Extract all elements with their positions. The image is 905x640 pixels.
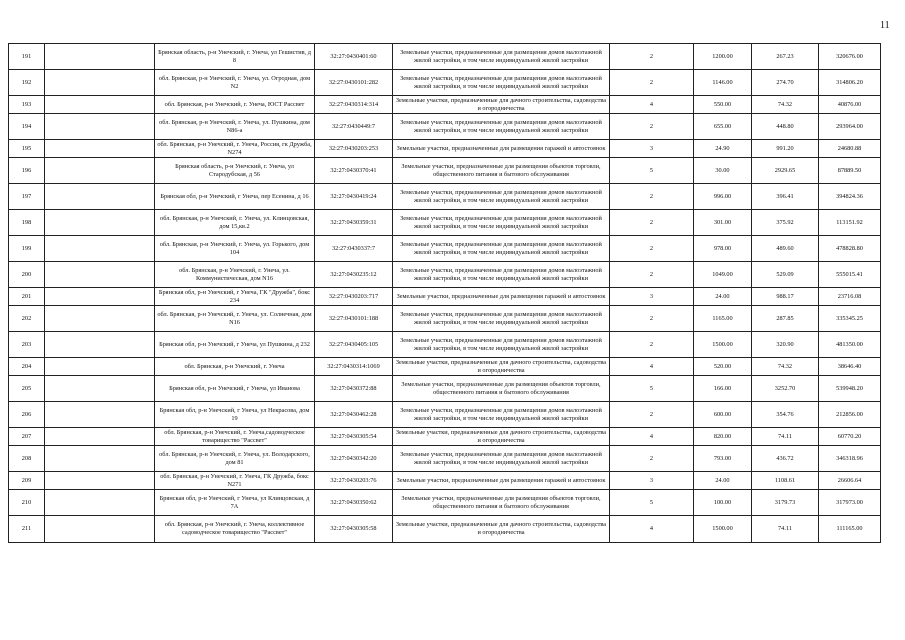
cadastral-number-cell: 32:27:0430101:282	[315, 70, 393, 96]
land-use-cell: Земельные участки, предназначенные для размещения домов малоэтажной жилой застройки, в том числе индивидуальной жилой застройки	[393, 332, 610, 358]
row-number: 199	[9, 236, 45, 262]
row-number: 193	[9, 96, 45, 114]
empty-cell	[45, 516, 155, 543]
row-number: 195	[9, 140, 45, 158]
row-number: 210	[9, 490, 45, 516]
table-row	[9, 184, 881, 210]
use-code-cell: 2	[610, 70, 694, 96]
specific-value-cell: 2929.65	[752, 158, 819, 184]
table-row	[9, 490, 881, 516]
land-use-cell: Земельные участки, предназначенные для размещения домов малоэтажной жилой застройки, в том числе индивидуальной жилой застройки	[393, 236, 610, 262]
address-cell: Брянская обл, р-н Унечский, г Унеча, ул Пушкина, д 232	[155, 332, 315, 358]
empty-cell	[45, 306, 155, 332]
specific-value-cell: 74.32	[752, 96, 819, 114]
table-row	[9, 262, 881, 288]
specific-value-cell: 529.09	[752, 262, 819, 288]
land-use-cell: Земельные участки, предназначенные для размещения гаражей и автостоянок	[393, 472, 610, 490]
use-code-cell: 4	[610, 428, 694, 446]
address-cell: Брянская область, р-н Унечский, г. Унеча, ул Гешистив, д 8	[155, 44, 315, 70]
address-cell: обл. Брянская, р-н Унечский, г. Унеча, ул. Коммунистическая, дом N16	[155, 262, 315, 288]
area-cell: 520.00	[694, 358, 752, 376]
table-row	[9, 306, 881, 332]
row-number: 194	[9, 114, 45, 140]
area-cell: 978.00	[694, 236, 752, 262]
cadastral-value-cell: 481350.00	[819, 332, 881, 358]
cadastral-value-cell: 113151.92	[819, 210, 881, 236]
specific-value-cell: 375.92	[752, 210, 819, 236]
row-number: 201	[9, 288, 45, 306]
cadastral-value-cell: 317973.00	[819, 490, 881, 516]
empty-cell	[45, 184, 155, 210]
cadastral-number-cell: 32:27:0430203:717	[315, 288, 393, 306]
area-cell: 1146.00	[694, 70, 752, 96]
cadastral-number-cell: 32:27:0430449:7	[315, 114, 393, 140]
land-use-cell: Земельные участки, предназначенные для размещения домов малоэтажной жилой застройки, в том числе индивидуальной жилой застройки	[393, 262, 610, 288]
land-use-cell: Земельные участки, предназначенные для размещения домов малоэтажной жилой застройки, в том числе индивидуальной жилой застройки	[393, 114, 610, 140]
specific-value-cell: 448.80	[752, 114, 819, 140]
cadastral-value-cell: 23716.08	[819, 288, 881, 306]
land-use-cell: Земельные участки, предназначенные для размещения домов малоэтажной жилой застройки, в том числе индивидуальной жилой застройки	[393, 70, 610, 96]
cadastral-value-cell: 111165.00	[819, 516, 881, 543]
cadastral-value-cell: 40876.00	[819, 96, 881, 114]
empty-cell	[45, 288, 155, 306]
address-cell: обл. Брянская, р-н Унечский, г. Унеча, ул. Володарского, дом 81	[155, 446, 315, 472]
row-number: 211	[9, 516, 45, 543]
cadastral-value-cell: 555015.41	[819, 262, 881, 288]
table-row	[9, 472, 881, 490]
table-row	[9, 376, 881, 402]
cadastral-value-cell: 346318.96	[819, 446, 881, 472]
use-code-cell: 3	[610, 140, 694, 158]
land-use-cell: Земельные участки, предназначенные для размещения объектов торговли, общественного питания и бытового обслуживания	[393, 490, 610, 516]
specific-value-cell: 396.41	[752, 184, 819, 210]
empty-cell	[45, 262, 155, 288]
cadastral-number-cell: 32:27:0430337:7	[315, 236, 393, 262]
land-use-cell: Земельные участки, предназначенные для размещения домов малоэтажной жилой застройки, в том числе индивидуальной жилой застройки	[393, 44, 610, 70]
cadastral-number-cell: 32:27:0430359:31	[315, 210, 393, 236]
use-code-cell: 2	[610, 306, 694, 332]
cadastral-value-cell: 394824.36	[819, 184, 881, 210]
use-code-cell: 3	[610, 288, 694, 306]
specific-value-cell: 988.17	[752, 288, 819, 306]
specific-value-cell: 991.20	[752, 140, 819, 158]
area-cell: 1165.00	[694, 306, 752, 332]
land-use-cell: Земельные участки, предназначенные для размещения объектов торговли, общественного питания и бытового обслуживания	[393, 158, 610, 184]
empty-cell	[45, 376, 155, 402]
area-cell: 550.00	[694, 96, 752, 114]
use-code-cell: 2	[610, 262, 694, 288]
empty-cell	[45, 358, 155, 376]
land-use-cell: Земельные участки, предназначенные для дачного строительства, садоводства и огородничества	[393, 96, 610, 114]
use-code-cell: 2	[610, 184, 694, 210]
area-cell: 655.00	[694, 114, 752, 140]
cadastral-number-cell: 32:27:0430101:188	[315, 306, 393, 332]
table-row	[9, 358, 881, 376]
specific-value-cell: 1108.61	[752, 472, 819, 490]
row-number: 191	[9, 44, 45, 70]
area-cell: 24.90	[694, 140, 752, 158]
address-cell: Брянская обл, р-н Унечский, г Унеча, ГК "Дружба", бокс 234	[155, 288, 315, 306]
specific-value-cell: 354.76	[752, 402, 819, 428]
table-row	[9, 158, 881, 184]
address-cell: обл. Брянская, р-н Унечский, г. Унеча, ул. Горького, дом 104	[155, 236, 315, 262]
row-number: 204	[9, 358, 45, 376]
address-cell: Брянская обл, р-н Унечский, г Унеча, ул Клинцовская, д 7А	[155, 490, 315, 516]
use-code-cell: 2	[610, 332, 694, 358]
area-cell: 1500.00	[694, 516, 752, 543]
row-number: 198	[9, 210, 45, 236]
specific-value-cell: 3252.70	[752, 376, 819, 402]
table-row	[9, 428, 881, 446]
empty-cell	[45, 210, 155, 236]
cadastral-value-cell: 24680.88	[819, 140, 881, 158]
specific-value-cell: 287.85	[752, 306, 819, 332]
cadastral-number-cell: 32:27:0430350:62	[315, 490, 393, 516]
cadastral-number-cell: 32:27:0430314:314	[315, 96, 393, 114]
cadastral-value-cell: 60770.20	[819, 428, 881, 446]
table-row	[9, 140, 881, 158]
cadastral-number-cell: 32:27:0430203:76	[315, 472, 393, 490]
land-use-cell: Земельные участки, предназначенные для размещения гаражей и автостоянок	[393, 288, 610, 306]
cadastral-value-cell: 38646.40	[819, 358, 881, 376]
cadastral-value-cell: 87889.50	[819, 158, 881, 184]
table-body	[9, 44, 881, 543]
cadastral-number-cell: 32:27:0430370:41	[315, 158, 393, 184]
address-cell: обл. Брянская, р-н Унечский, г. Унеча, ул. Пушкина, дом N86-а	[155, 114, 315, 140]
address-cell: обл. Брянская, р-н Унечский, г. Унеча, ул. Огродная, дом N2	[155, 70, 315, 96]
area-cell: 996.00	[694, 184, 752, 210]
use-code-cell: 2	[610, 402, 694, 428]
empty-cell	[45, 70, 155, 96]
empty-cell	[45, 472, 155, 490]
area-cell: 1500.00	[694, 332, 752, 358]
row-number: 203	[9, 332, 45, 358]
address-cell: обл. Брянская, р-н Унечский, г. Унеча, коллективное садоводческое товарищество "Рассвет"	[155, 516, 315, 543]
specific-value-cell: 74.11	[752, 428, 819, 446]
table-row	[9, 114, 881, 140]
land-use-cell: Земельные участки, предназначенные для размещения домов малоэтажной жилой застройки, в том числе индивидуальной жилой застройки	[393, 210, 610, 236]
land-use-cell: Земельные участки, предназначенные для размещения гаражей и автостоянок	[393, 140, 610, 158]
use-code-cell: 2	[610, 114, 694, 140]
area-cell: 24.00	[694, 472, 752, 490]
area-cell: 30.00	[694, 158, 752, 184]
cadastral-value-cell: 314806.20	[819, 70, 881, 96]
row-number: 205	[9, 376, 45, 402]
row-number: 200	[9, 262, 45, 288]
row-number: 209	[9, 472, 45, 490]
address-cell: Брянская обл, р-н Унечский, г Унеча, ул Иванова	[155, 376, 315, 402]
address-cell: обл. Брянская, р-н Унечский, г. Унеча	[155, 358, 315, 376]
use-code-cell: 3	[610, 472, 694, 490]
cadastral-value-cell: 26606.64	[819, 472, 881, 490]
land-registry-table	[8, 43, 881, 543]
area-cell: 1200.00	[694, 44, 752, 70]
area-cell: 166.00	[694, 376, 752, 402]
empty-cell	[45, 236, 155, 262]
row-number: 206	[9, 402, 45, 428]
table-row	[9, 210, 881, 236]
row-number: 192	[9, 70, 45, 96]
specific-value-cell: 489.60	[752, 236, 819, 262]
area-cell: 100.00	[694, 490, 752, 516]
land-use-cell: Земельные участки, предназначенные для размещения домов малоэтажной жилой застройки, в том числе индивидуальной жилой застройки	[393, 446, 610, 472]
specific-value-cell: 274.70	[752, 70, 819, 96]
cadastral-number-cell: 32:27:0430401:60	[315, 44, 393, 70]
table-row	[9, 446, 881, 472]
use-code-cell: 5	[610, 490, 694, 516]
page-number: 11	[880, 20, 890, 31]
cadastral-value-cell: 539948.20	[819, 376, 881, 402]
area-cell: 24.00	[694, 288, 752, 306]
address-cell: обл. Брянская, р-н Унечский, г. Унеча, Россия, гк Дружба, N274	[155, 140, 315, 158]
use-code-cell: 4	[610, 96, 694, 114]
table-row	[9, 402, 881, 428]
cadastral-number-cell: 32:27:0430462:28	[315, 402, 393, 428]
cadastral-value-cell: 478828.80	[819, 236, 881, 262]
empty-cell	[45, 332, 155, 358]
address-cell: Брянская обл, р-н Унечский, г Унеча, пер Есенина, д 16	[155, 184, 315, 210]
land-use-cell: Земельные участки, предназначенные для размещения домов малоэтажной жилой застройки, в том числе индивидуальной жилой застройки	[393, 402, 610, 428]
specific-value-cell: 267.23	[752, 44, 819, 70]
address-cell: обл. Брянская, р-н Унечский, г. Унеча, ул. Клинцовская, дом 15,кв.2	[155, 210, 315, 236]
address-cell: Брянская обл, р-н Унечский, г Унеча, ул Некрасова, дом 19	[155, 402, 315, 428]
table-row	[9, 236, 881, 262]
use-code-cell: 2	[610, 446, 694, 472]
cadastral-number-cell: 32:27:0430235:12	[315, 262, 393, 288]
cadastral-number-cell: 32:27:0430203:253	[315, 140, 393, 158]
area-cell: 1049.00	[694, 262, 752, 288]
address-cell: обл. Брянская, р-н Унечский, г. Унеча,садоводческое товарищество "Рассвет"	[155, 428, 315, 446]
cadastral-value-cell: 320676.00	[819, 44, 881, 70]
address-cell: обл. Брянская, р-н Унечский, г. Унеча, ул. Солнечная, дом N16	[155, 306, 315, 332]
empty-cell	[45, 44, 155, 70]
land-use-cell: Земельные участки, предназначенные для дачного строительства, садоводства и огородничества	[393, 358, 610, 376]
land-use-cell: Земельные участки, предназначенные для дачного строительства, садоводства и огородничества	[393, 428, 610, 446]
cadastral-value-cell: 293964.00	[819, 114, 881, 140]
empty-cell	[45, 140, 155, 158]
row-number: 202	[9, 306, 45, 332]
use-code-cell: 2	[610, 210, 694, 236]
area-cell: 793.00	[694, 446, 752, 472]
address-cell: Брянская область, р-н Унечский, г. Унеча, ул Стародубская, д 56	[155, 158, 315, 184]
land-use-cell: Земельные участки, предназначенные для размещения объектов торговли, общественного питания и бытового обслуживания	[393, 376, 610, 402]
table-row	[9, 96, 881, 114]
empty-cell	[45, 490, 155, 516]
area-cell: 301.00	[694, 210, 752, 236]
cadastral-value-cell: 212856.00	[819, 402, 881, 428]
area-cell: 600.00	[694, 402, 752, 428]
cadastral-number-cell: 32:27:0430372:88	[315, 376, 393, 402]
specific-value-cell: 320.90	[752, 332, 819, 358]
empty-cell	[45, 114, 155, 140]
table-row	[9, 44, 881, 70]
cadastral-number-cell: 32:27:0430405:105	[315, 332, 393, 358]
table-row	[9, 516, 881, 543]
specific-value-cell: 74.11	[752, 516, 819, 543]
table-row	[9, 332, 881, 358]
cadastral-number-cell: 32:27:0430419:24	[315, 184, 393, 210]
use-code-cell: 4	[610, 516, 694, 543]
empty-cell	[45, 158, 155, 184]
use-code-cell: 4	[610, 358, 694, 376]
empty-cell	[45, 428, 155, 446]
cadastral-number-cell: 32:27:0430342:20	[315, 446, 393, 472]
use-code-cell: 5	[610, 376, 694, 402]
specific-value-cell: 3179.73	[752, 490, 819, 516]
table-row	[9, 70, 881, 96]
empty-cell	[45, 96, 155, 114]
cadastral-number-cell: 32:27:0430305:54	[315, 428, 393, 446]
empty-cell	[45, 446, 155, 472]
cadastral-value-cell: 335345.25	[819, 306, 881, 332]
cadastral-number-cell: 32:27:0430305:58	[315, 516, 393, 543]
cadastral-number-cell: 32:27:0430314:1069	[315, 358, 393, 376]
specific-value-cell: 436.72	[752, 446, 819, 472]
land-use-cell: Земельные участки, предназначенные для размещения домов малоэтажной жилой застройки, в том числе индивидуальной жилой застройки	[393, 184, 610, 210]
use-code-cell: 2	[610, 236, 694, 262]
use-code-cell: 5	[610, 158, 694, 184]
empty-cell	[45, 402, 155, 428]
row-number: 196	[9, 158, 45, 184]
row-number: 197	[9, 184, 45, 210]
land-use-cell: Земельные участки, предназначенные для дачного строительства, садоводства и огородничества	[393, 516, 610, 543]
table-row	[9, 288, 881, 306]
specific-value-cell: 74.32	[752, 358, 819, 376]
land-use-cell: Земельные участки, предназначенные для размещения домов малоэтажной жилой застройки, в том числе индивидуальной жилой застройки	[393, 306, 610, 332]
address-cell: обл. Брянская, р-н Унечский, г. Унеча, ГК Дружба, бокс N271	[155, 472, 315, 490]
row-number: 208	[9, 446, 45, 472]
address-cell: обл. Брянская, р-н Унечский, г. Унеча, ЮСТ Рассвет	[155, 96, 315, 114]
use-code-cell: 2	[610, 44, 694, 70]
area-cell: 820.00	[694, 428, 752, 446]
row-number: 207	[9, 428, 45, 446]
